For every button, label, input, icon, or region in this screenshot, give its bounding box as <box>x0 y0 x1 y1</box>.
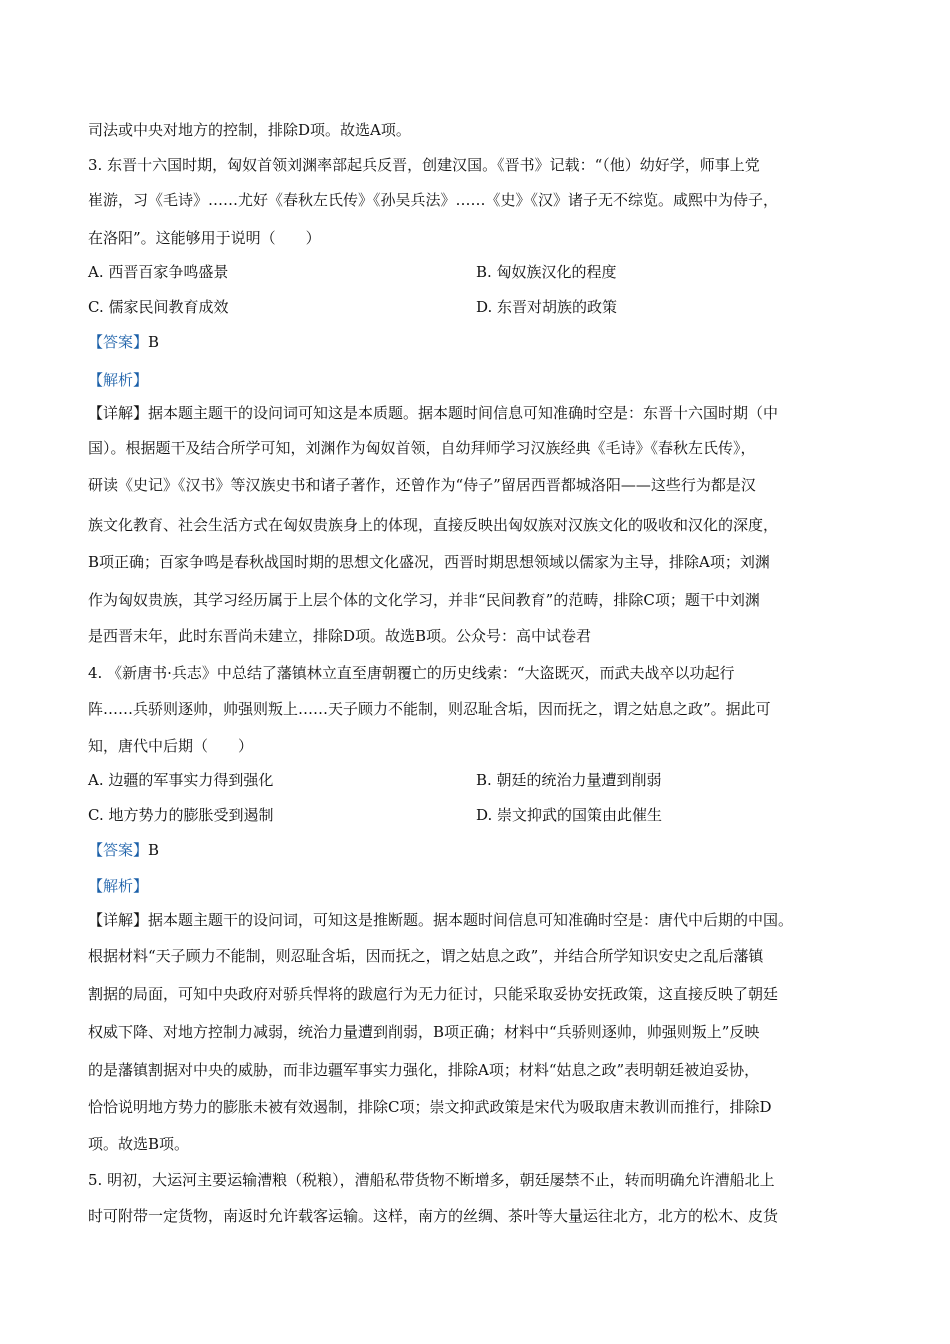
q4-option-c: C. 地方势力的膨胀受到遏制 <box>88 806 274 824</box>
q2-analysis-tail: 司法或中央对地方的控制，排除D项。故选A项。 <box>88 121 411 139</box>
q4-stem-line-1: 4. 《新唐书·兵志》中总结了藩镇林立直至唐朝覆亡的历史线索：“大盗既灭，而武夫战卒以功起行 <box>88 664 735 682</box>
q3-option-d: D. 东晋对胡族的政策 <box>476 298 618 316</box>
q4-option-d: D. 崇文抑武的国策由此催生 <box>476 806 663 824</box>
q4-detail-line-4: 权威下降、对地方控制力减弱，统治力量遭到削弱，B项正确；材料中“兵骄则逐帅，帅强则叛上”反映 <box>88 1023 760 1041</box>
q4-detail-line-7: 项。故选B项。 <box>88 1135 190 1153</box>
q3-detail-line-7: 是西晋末年，此时东晋尚未建立，排除D项。故选B项。公众号：高中试卷君 <box>88 627 592 645</box>
q4-detail-line-3: 割据的局面，可知中央政府对骄兵悍将的跋扈行为无力征讨，只能采取妥协安抚政策，这直接反映了朝廷 <box>88 985 779 1003</box>
q3-detail-line-1 <box>88 403 878 423</box>
q4-detail-line-6: 恰恰说明地方势力的膨胀未被有效遏制，排除C项；崇文抑武政策是宋代为吸取唐末教训而推行，排除D <box>88 1098 772 1116</box>
q3-answer <box>88 332 878 352</box>
q4-analysis-heading <box>88 876 878 896</box>
q4-answer <box>88 840 878 860</box>
q4-detail-line-2: 根据材料“天子顾力不能制，则忍耻含垢，因而抚之，谓之姑息之政”，并结合所学知识安史之乱后藩镇 <box>88 947 764 965</box>
q3-detail-tag: 【详解】 <box>88 404 149 422</box>
q3-option-c: C. 儒家民间教育成效 <box>88 298 229 316</box>
q4-detail-tag: 【详解】 <box>88 911 149 929</box>
q3-stem-line-1: 3. 东晋十六国时期，匈奴首领刘渊率部起兵反晋，创建汉国。《晋书》记载：“（他）幼好学，师事上党 <box>88 156 760 174</box>
q3-detail-line-3: 研读《史记》《汉书》等汉族史书和诸子著作，还曾作为“侍子”留居西晋都城洛阳——这些行为都是汉 <box>88 476 756 494</box>
q3-option-a: A. 西晋百家争鸣盛景 <box>88 263 229 281</box>
q4-analysis-tag: 【解析】 <box>88 877 149 895</box>
q5-stem-line-1: 5. 明初，大运河主要运输漕粮（税粮），漕船私带货物不断增多，朝廷屡禁不止，转而明确允许漕船北上 <box>88 1171 775 1189</box>
q4-option-b: B. 朝廷的统治力量遭到削弱 <box>476 771 662 789</box>
q3-detail-line-4: 族文化教育、社会生活方式在匈奴贵族身上的体现，直接反映出匈奴族对汉族文化的吸收和汉化的深度， <box>88 516 779 534</box>
q4-option-a: A. 边疆的军事实力得到强化 <box>88 771 274 789</box>
q4-detail-text-1: 据本题主题干的设问词，可知这是推断题。据本题时间信息可知准确时空是：唐代中后期的中国。 <box>148 911 794 929</box>
q3-detail-text-1: 据本题主题干的设问词可知这是本质题。据本题时间信息可知准确时空是：东晋十六国时期（中 <box>148 404 779 422</box>
q4-answer-tag: 【答案】 <box>88 841 149 859</box>
q3-option-b: B. 匈奴族汉化的程度 <box>476 263 617 281</box>
q4-stem-line-3: 知，唐代中后期（ ） <box>88 737 254 755</box>
q5-stem-line-2: 时可附带一定货物，南返时允许载客运输。这样，南方的丝绸、茶叶等大量运往北方，北方的松木、皮货 <box>88 1207 779 1225</box>
q4-answer-value: B <box>148 841 160 859</box>
q3-detail-line-2: 国）。根据题干及结合所学可知，刘渊作为匈奴首领，自幼拜师学习汉族经典《毛诗》《春秋左氏传》， <box>88 439 756 457</box>
q3-answer-value: B <box>148 333 160 351</box>
q3-analysis-heading <box>88 370 878 390</box>
q4-detail-line-5: 的是藩镇割据对中央的威胁，而非边疆军事实力强化，排除A项；材料“姑息之政”表明朝廷被迫妥协， <box>88 1061 760 1079</box>
q3-detail-line-5: B项正确；百家争鸣是春秋战国时期的思想文化盛况，西晋时期思想领域以儒家为主导，排除A项；刘渊 <box>88 553 770 571</box>
q4-stem-line-2: 阵……兵骄则逐帅，帅强则叛上……天子顾力不能制，则忍耻含垢，因而抚之，谓之姑息之政”。据此可 <box>88 700 771 718</box>
q4-detail-line-1 <box>88 910 878 930</box>
q3-detail-line-6: 作为匈奴贵族，其学习经历属于上层个体的文化学习，并非“民间教育”的范畴，排除C项；题干中刘渊 <box>88 591 760 609</box>
q3-stem-line-2: 崔游，习《毛诗》……尤好《春秋左氏传》《孙吴兵法》……《史》《汉》诸子无不综览。咸熙中为侍子， <box>88 191 779 209</box>
q3-answer-tag: 【答案】 <box>88 333 149 351</box>
q3-stem-line-3: 在洛阳”。这能够用于说明（ ） <box>88 229 321 247</box>
q3-analysis-tag: 【解析】 <box>88 371 149 389</box>
